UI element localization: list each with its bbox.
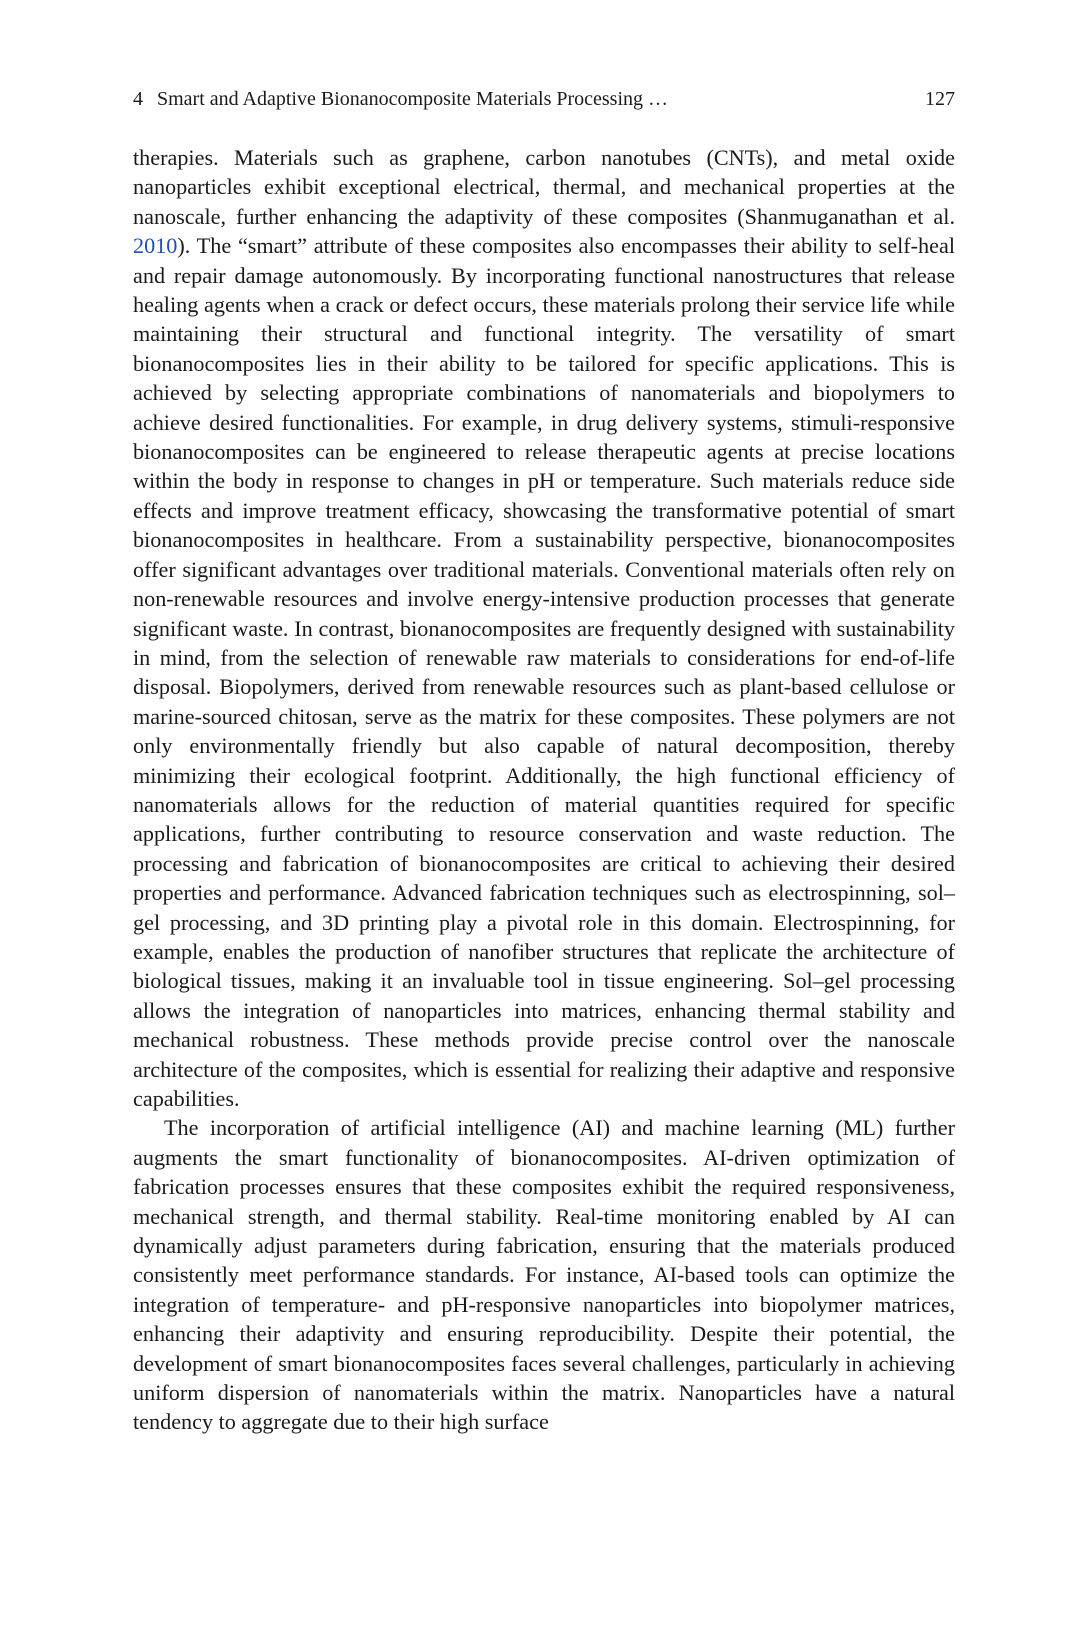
chapter-number: 4 bbox=[133, 88, 143, 110]
page-number: 127 bbox=[925, 88, 955, 110]
citation-link-shanmuganathan-2010[interactable]: 2010 bbox=[133, 233, 178, 259]
paragraph-1 bbox=[133, 143, 955, 1113]
paragraph-1-text-before-citation: therapies. Materials such as graphene, carbon nanotubes (CNTs), and metal oxide nanoparticles exhibit exceptional electrical, thermal, and mechanical properties at the nanoscale, further enhancing the adaptivity of these composites (Shanmuganathan et al. bbox=[133, 145, 955, 229]
chapter-title: Smart and Adaptive Bionanocomposite Materials Processing … bbox=[157, 88, 669, 110]
body-text bbox=[133, 143, 955, 1437]
running-head bbox=[133, 84, 955, 114]
paragraph-1-text-after-citation: ). The “smart” attribute of these composites also encompasses their ability to self-heal and repair damage autonomously. By incorporating functional nanostructures that release healing agents when a crack or defect occurs, these materials prolong their service life while maintaining their structural and functional integrity. The versatility of smart bionanocomposites lies in their ability to be tailored for specific applications. This is achieved by selecting appropriate combinations of nanomaterials and biopolymers to achieve desired functionalities. For example, in drug delivery systems, stimuli-responsive bionanocomposites can be engineered to release therapeutic agents at precise locations within the body in response to changes in pH or temperature. Such materials reduce side effects and improve treatment efficacy, showcasing the transformative potential of smart bionanocomposites in healthcare. From a sustainability perspective, bionanocomposites offer significant advantages over traditional materials. Conventional materials often rely on non-renewable resources and involve energy-intensive production processes that generate significant waste. In contrast, bionanocomposites are frequently designed with sustainability in mind, from the selection of renewable raw materials to considerations for end-of-life disposal. Biopolymers, derived from renewable resources such as plant-based cellulose or marine-sourced chitosan, serve as the matrix for these composites. These polymers are not only environmentally friendly but also capable of natural decomposition, thereby minimizing their ecological footprint. Additionally, the high functional efficiency of nanomaterials allows for the reduction of material quantities required for specific applications, further contributing to resource conservation and waste reduction. The processing and fabrication of bionanocomposites are critical to achieving their desired properties and performance. Advanced fabrication techniques such as electrospinning, sol–gel processing, and 3D printing play a pivotal role in this domain. Electrospinning, for example, enables the production of nanofiber structures that replicate the architecture of biological tissues, making it an invaluable tool in tissue engineering. Sol–gel processing allows the integration of nanoparticles into matrices, enhancing thermal stability and mechanical robustness. These methods provide precise control over the nanoscale architecture of the composites, which is essential for realizing their adaptive and responsive capabilities. bbox=[133, 233, 955, 1111]
paragraph-2: The incorporation of artificial intelligence (AI) and machine learning (ML) further augments the smart functionality of bionanocomposites. AI-driven optimization of fabrication processes ensures that these composites exhibit the required responsiveness, mechanical strength, and thermal stability. Real-time monitoring enabled by AI can dynamically adjust parameters during fabrication, ensuring that the materials produced consistently meet performance standards. For instance, AI-based tools can optimize the integration of temperature- and pH-responsive nanoparticles into biopolymer matrices, enhancing their adaptivity and ensuring reproducibility. Despite their potential, the development of smart bionanocomposites faces several challenges, particularly in achieving uniform dispersion of nanomaterials within the matrix. Nanoparticles have a natural tendency to aggregate due to their high surface bbox=[133, 1115, 955, 1435]
